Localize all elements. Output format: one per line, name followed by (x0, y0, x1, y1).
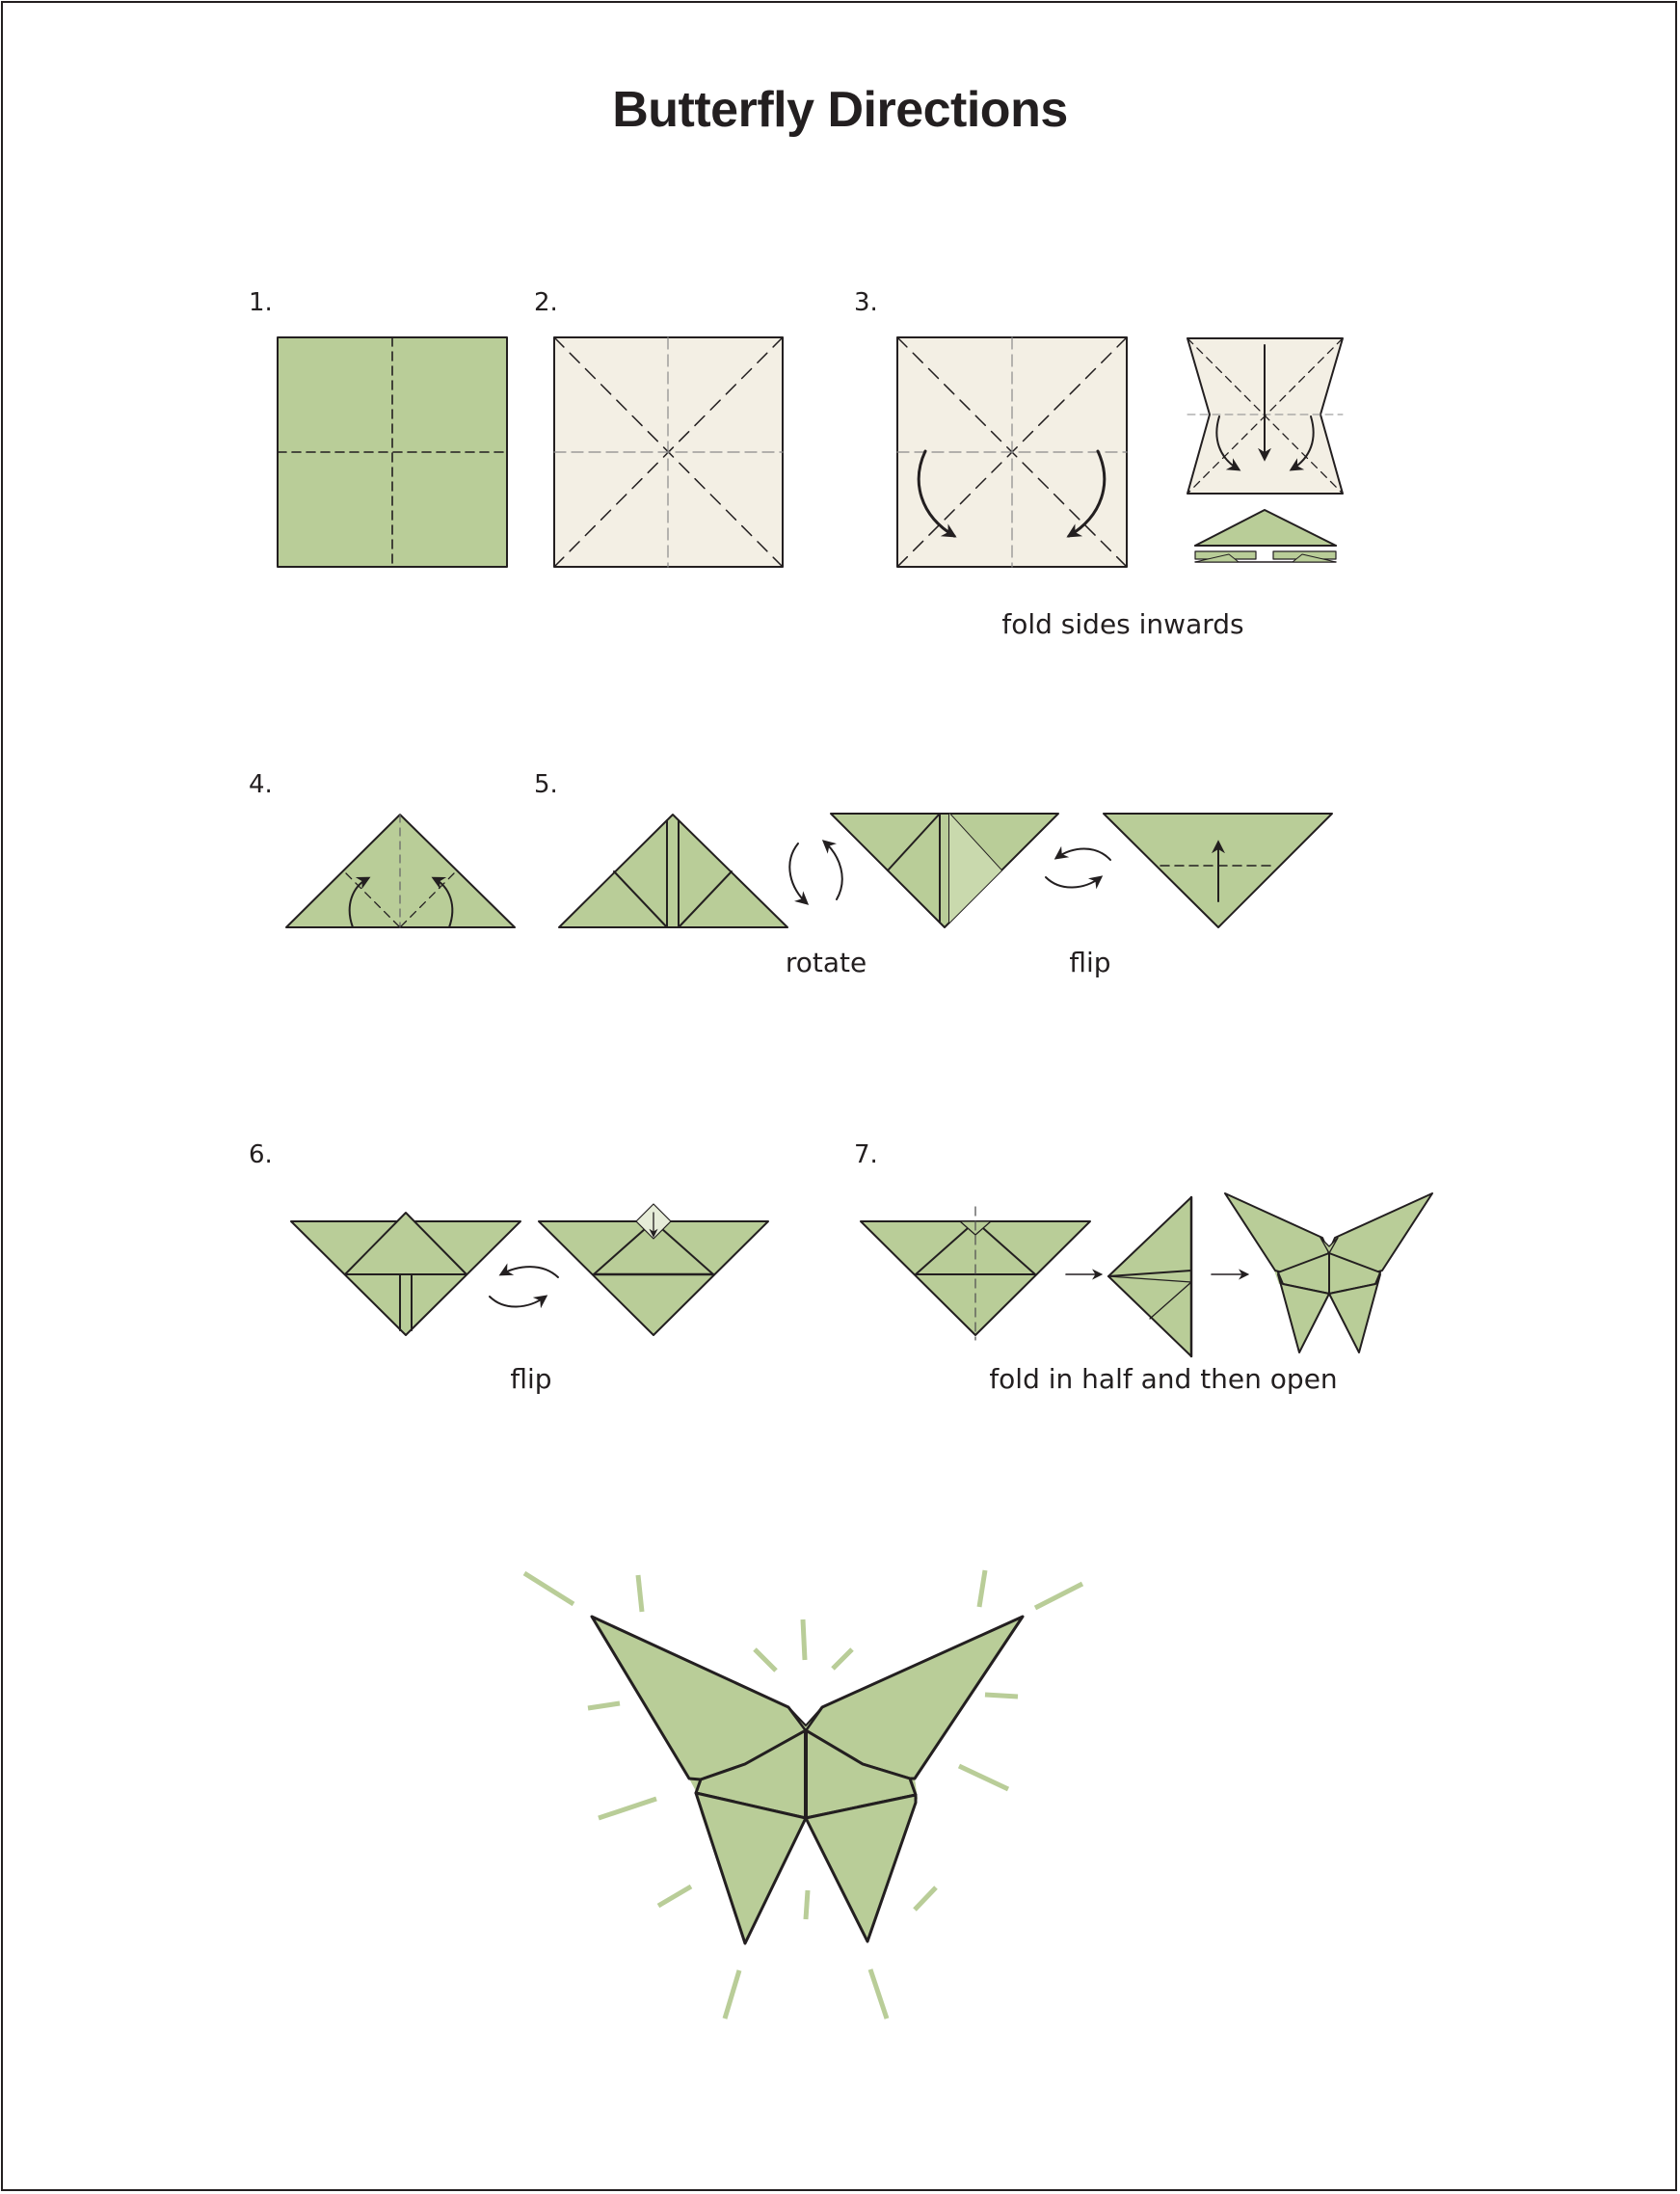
step-7-number: 7. (854, 1140, 878, 1169)
step-6-triangle-b (539, 1204, 768, 1335)
step-7-triangle (861, 1207, 1090, 1340)
step-4-number: 4. (249, 770, 273, 799)
step-5-number: 5. (534, 770, 558, 799)
page-title: Butterfly Directions (612, 82, 1068, 138)
flip-icon-2 (490, 1267, 558, 1306)
step-7-folded-half (1108, 1197, 1191, 1356)
step-3-caption: fold sides inwards (1001, 608, 1244, 640)
step-7-small-butterfly (1225, 1193, 1432, 1352)
step-5-triangle-b (831, 814, 1058, 927)
rotate-icon (789, 842, 841, 903)
step-4-triangle (286, 815, 515, 927)
step-5-flip-caption: flip (1069, 947, 1111, 978)
step-7-caption: fold in half and then open (989, 1363, 1338, 1395)
step-3-square (897, 337, 1127, 567)
step-6-caption: flip (510, 1363, 552, 1395)
step-3-hourglass (1187, 338, 1343, 494)
step-5-triangle-c (1104, 814, 1332, 927)
step-6-triangle-a (291, 1213, 520, 1335)
step-1-number: 1. (249, 288, 273, 317)
step-1-square (278, 337, 507, 567)
step-3-number: 3. (854, 288, 878, 317)
step-2-square (554, 337, 783, 567)
step-5-rotate-caption: rotate (785, 947, 867, 978)
step-6-number: 6. (249, 1140, 273, 1169)
step-2-number: 2. (534, 288, 558, 317)
step-5-triangle-a (559, 815, 787, 927)
flip-icon-1 (1046, 849, 1110, 888)
step-3-flattened-base (1195, 510, 1336, 562)
